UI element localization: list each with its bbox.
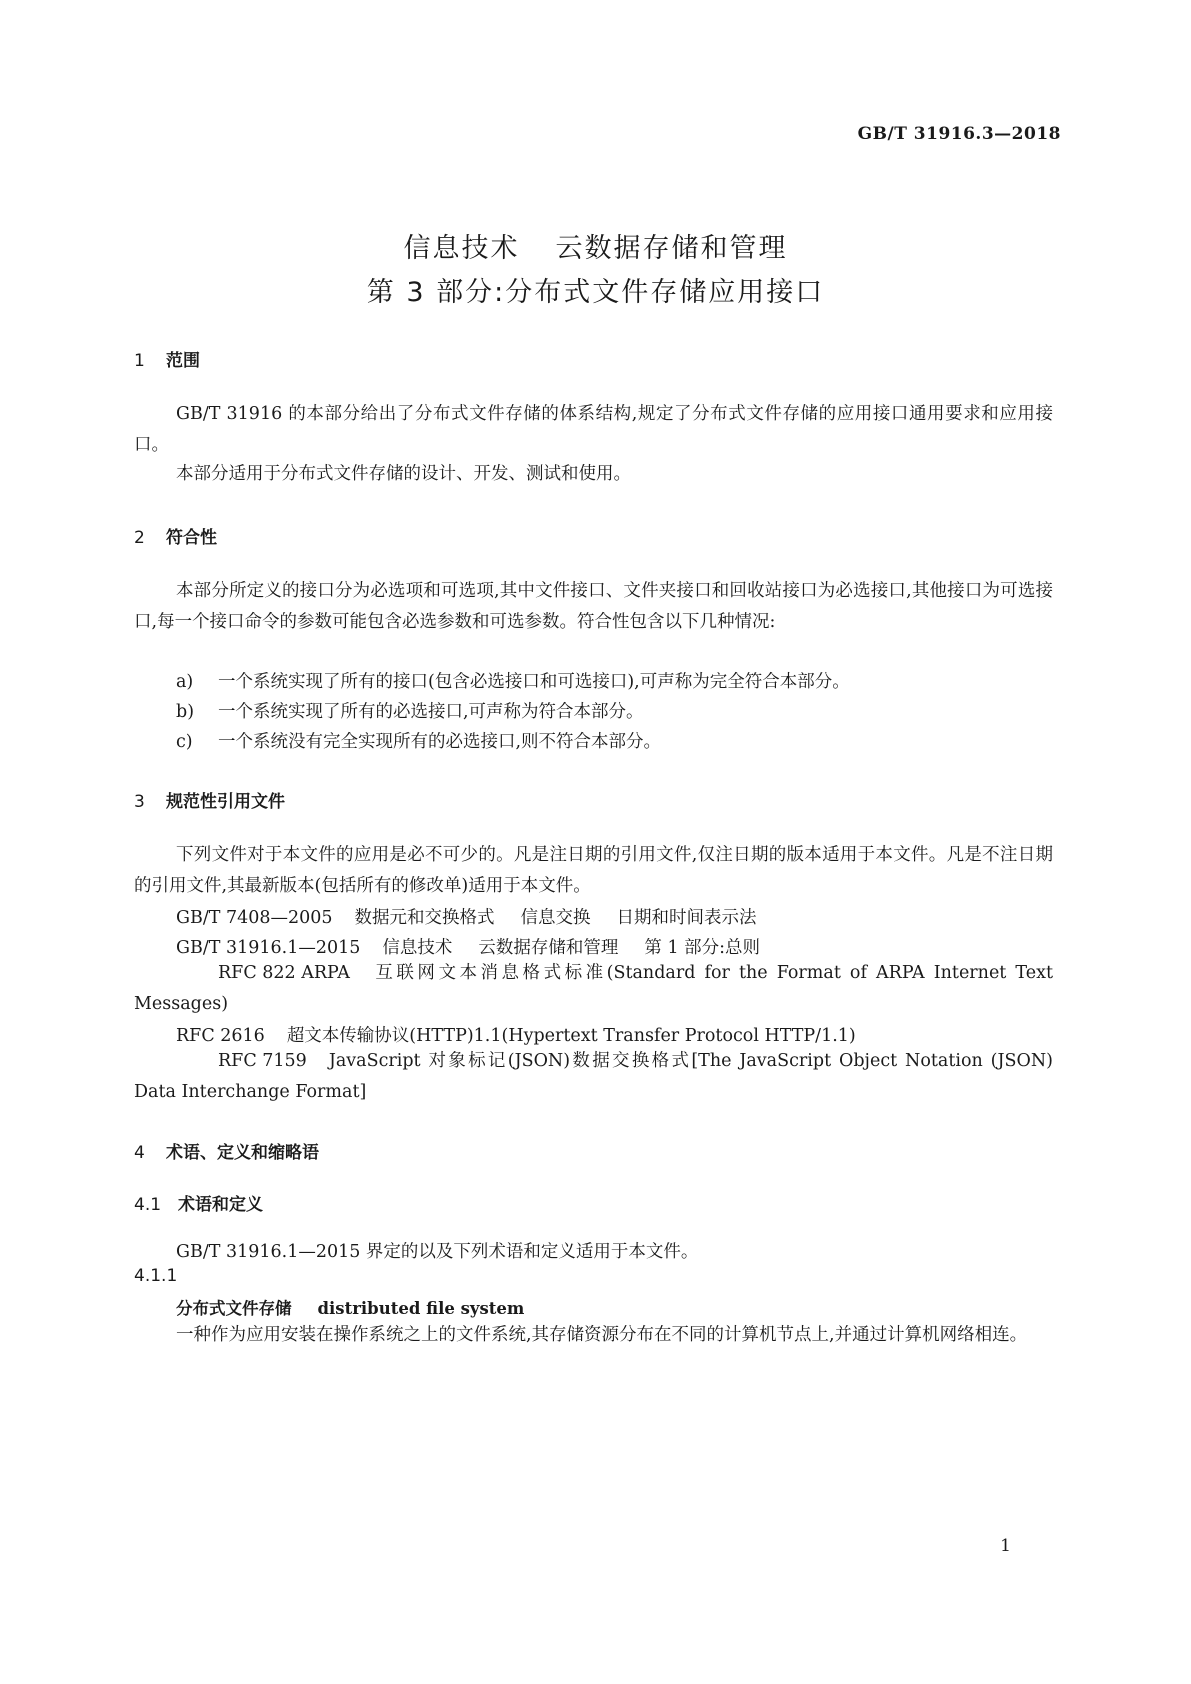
reference-code: GB/T 7408—2005	[176, 908, 333, 928]
section-title: 规范性引用文件	[166, 792, 285, 812]
list-item-c	[176, 728, 661, 753]
section-number: 3	[134, 792, 145, 812]
page-number: 1	[1000, 1536, 1011, 1556]
reference-title: 互联网文本消息格式标准(Standard for the Format of ARPA Internet Text Messages)	[134, 963, 1053, 1014]
section-2-heading	[134, 523, 217, 548]
subsection-title: 术语和定义	[178, 1195, 263, 1215]
subsection-4-1-heading	[134, 1190, 263, 1215]
reference-title-c: 日期和时间表示法	[616, 908, 757, 928]
list-text: 一个系统实现了所有的接口(包含必选接口和可选接口),可声称为完全符合本部分。	[218, 672, 850, 692]
section-number: 2	[134, 528, 145, 548]
term-number: 4.1.1	[134, 1266, 178, 1286]
reference-code: RFC 822 ARPA	[218, 963, 350, 983]
section-4-heading	[134, 1138, 319, 1163]
list-marker: a)	[176, 672, 194, 692]
list-marker: b)	[176, 702, 195, 722]
reference-code: RFC 2616	[176, 1026, 265, 1046]
subsection-number: 4.1	[134, 1195, 162, 1215]
reference-title-b: 云数据存储和管理	[478, 938, 619, 958]
term-heading	[176, 1295, 524, 1319]
list-text: 一个系统没有完全实现所有的必选接口,则不符合本部分。	[218, 732, 662, 752]
section-3-heading	[134, 787, 285, 812]
list-marker: c)	[176, 732, 193, 752]
reference-5	[134, 1046, 1053, 1108]
section-1-heading	[134, 346, 200, 371]
section-2-paragraph-1: 本部分所定义的接口分为必选项和可选项,其中文件接口、文件夹接口和回收站接口为必选接口,其他接口为可选接口,每一个接口命令的参数可能包含必选参数和可选参数。符合性包含以下几种情况:	[134, 581, 1053, 632]
section-number: 4	[134, 1143, 145, 1163]
section-4-1-paragraph: GB/T 31916.1—2015 界定的以及下列术语和定义适用于本文件。	[176, 1242, 699, 1262]
reference-title: 超文本传输协议(HTTP)1.1(Hypertext Transfer Protocol HTTP/1.1)	[286, 1026, 856, 1046]
reference-code: RFC 7159	[218, 1051, 307, 1071]
reference-title-a: 信息技术	[382, 938, 453, 958]
reference-title: JavaScript 对象标记(JSON)数据交换格式[The JavaScript Object Notation (JSON) Data Interchange Format]	[134, 1051, 1053, 1102]
section-title: 符合性	[166, 528, 217, 548]
reference-title-c: 第 1 部分:总则	[644, 938, 761, 958]
reference-code: GB/T 31916.1—2015	[176, 938, 361, 958]
reference-1	[176, 904, 757, 929]
term-chinese: 分布式文件存储	[176, 1299, 292, 1318]
section-title: 术语、定义和缩略语	[166, 1143, 319, 1163]
list-text: 一个系统实现了所有的必选接口,可声称为符合本部分。	[218, 702, 644, 722]
section-1-paragraph-2: 本部分适用于分布式文件存储的设计、开发、测试和使用。	[176, 464, 631, 484]
term-english: distributed file system	[317, 1299, 525, 1318]
list-item-a	[176, 668, 850, 693]
term-definition: 一种作为应用安装在操作系统之上的文件系统,其存储资源分布在不同的计算机节点上,并通过计算机网络相连。	[176, 1325, 1028, 1345]
reference-2	[176, 934, 760, 959]
reference-4	[176, 1022, 856, 1047]
reference-title-b: 信息交换	[520, 908, 591, 928]
section-title: 范围	[166, 351, 200, 371]
document-code: GB/T 31916.3—2018	[857, 124, 1061, 144]
document-title-line-2: 第 3 部分:分布式文件存储应用接口	[366, 277, 825, 308]
section-3-paragraph-1: 下列文件对于本文件的应用是必不可少的。凡是注日期的引用文件,仅注日期的版本适用于本文件。凡是不注日期的引用文件,其最新版本(包括所有的修改单)适用于本文件。	[134, 845, 1053, 896]
reference-3	[134, 958, 1053, 1020]
document-title-line-1	[0, 226, 1191, 265]
list-item-b	[176, 698, 644, 723]
section-number: 1	[134, 351, 145, 371]
title-part-b: 云数据存储和管理	[555, 233, 788, 264]
section-1-paragraph-1: GB/T 31916 的本部分给出了分布式文件存储的体系结构,规定了分布式文件存储的应用接口通用要求和应用接口。	[134, 404, 1053, 455]
reference-title-a: 数据元和交换格式	[354, 908, 495, 928]
title-part-a: 信息技术	[403, 233, 520, 264]
